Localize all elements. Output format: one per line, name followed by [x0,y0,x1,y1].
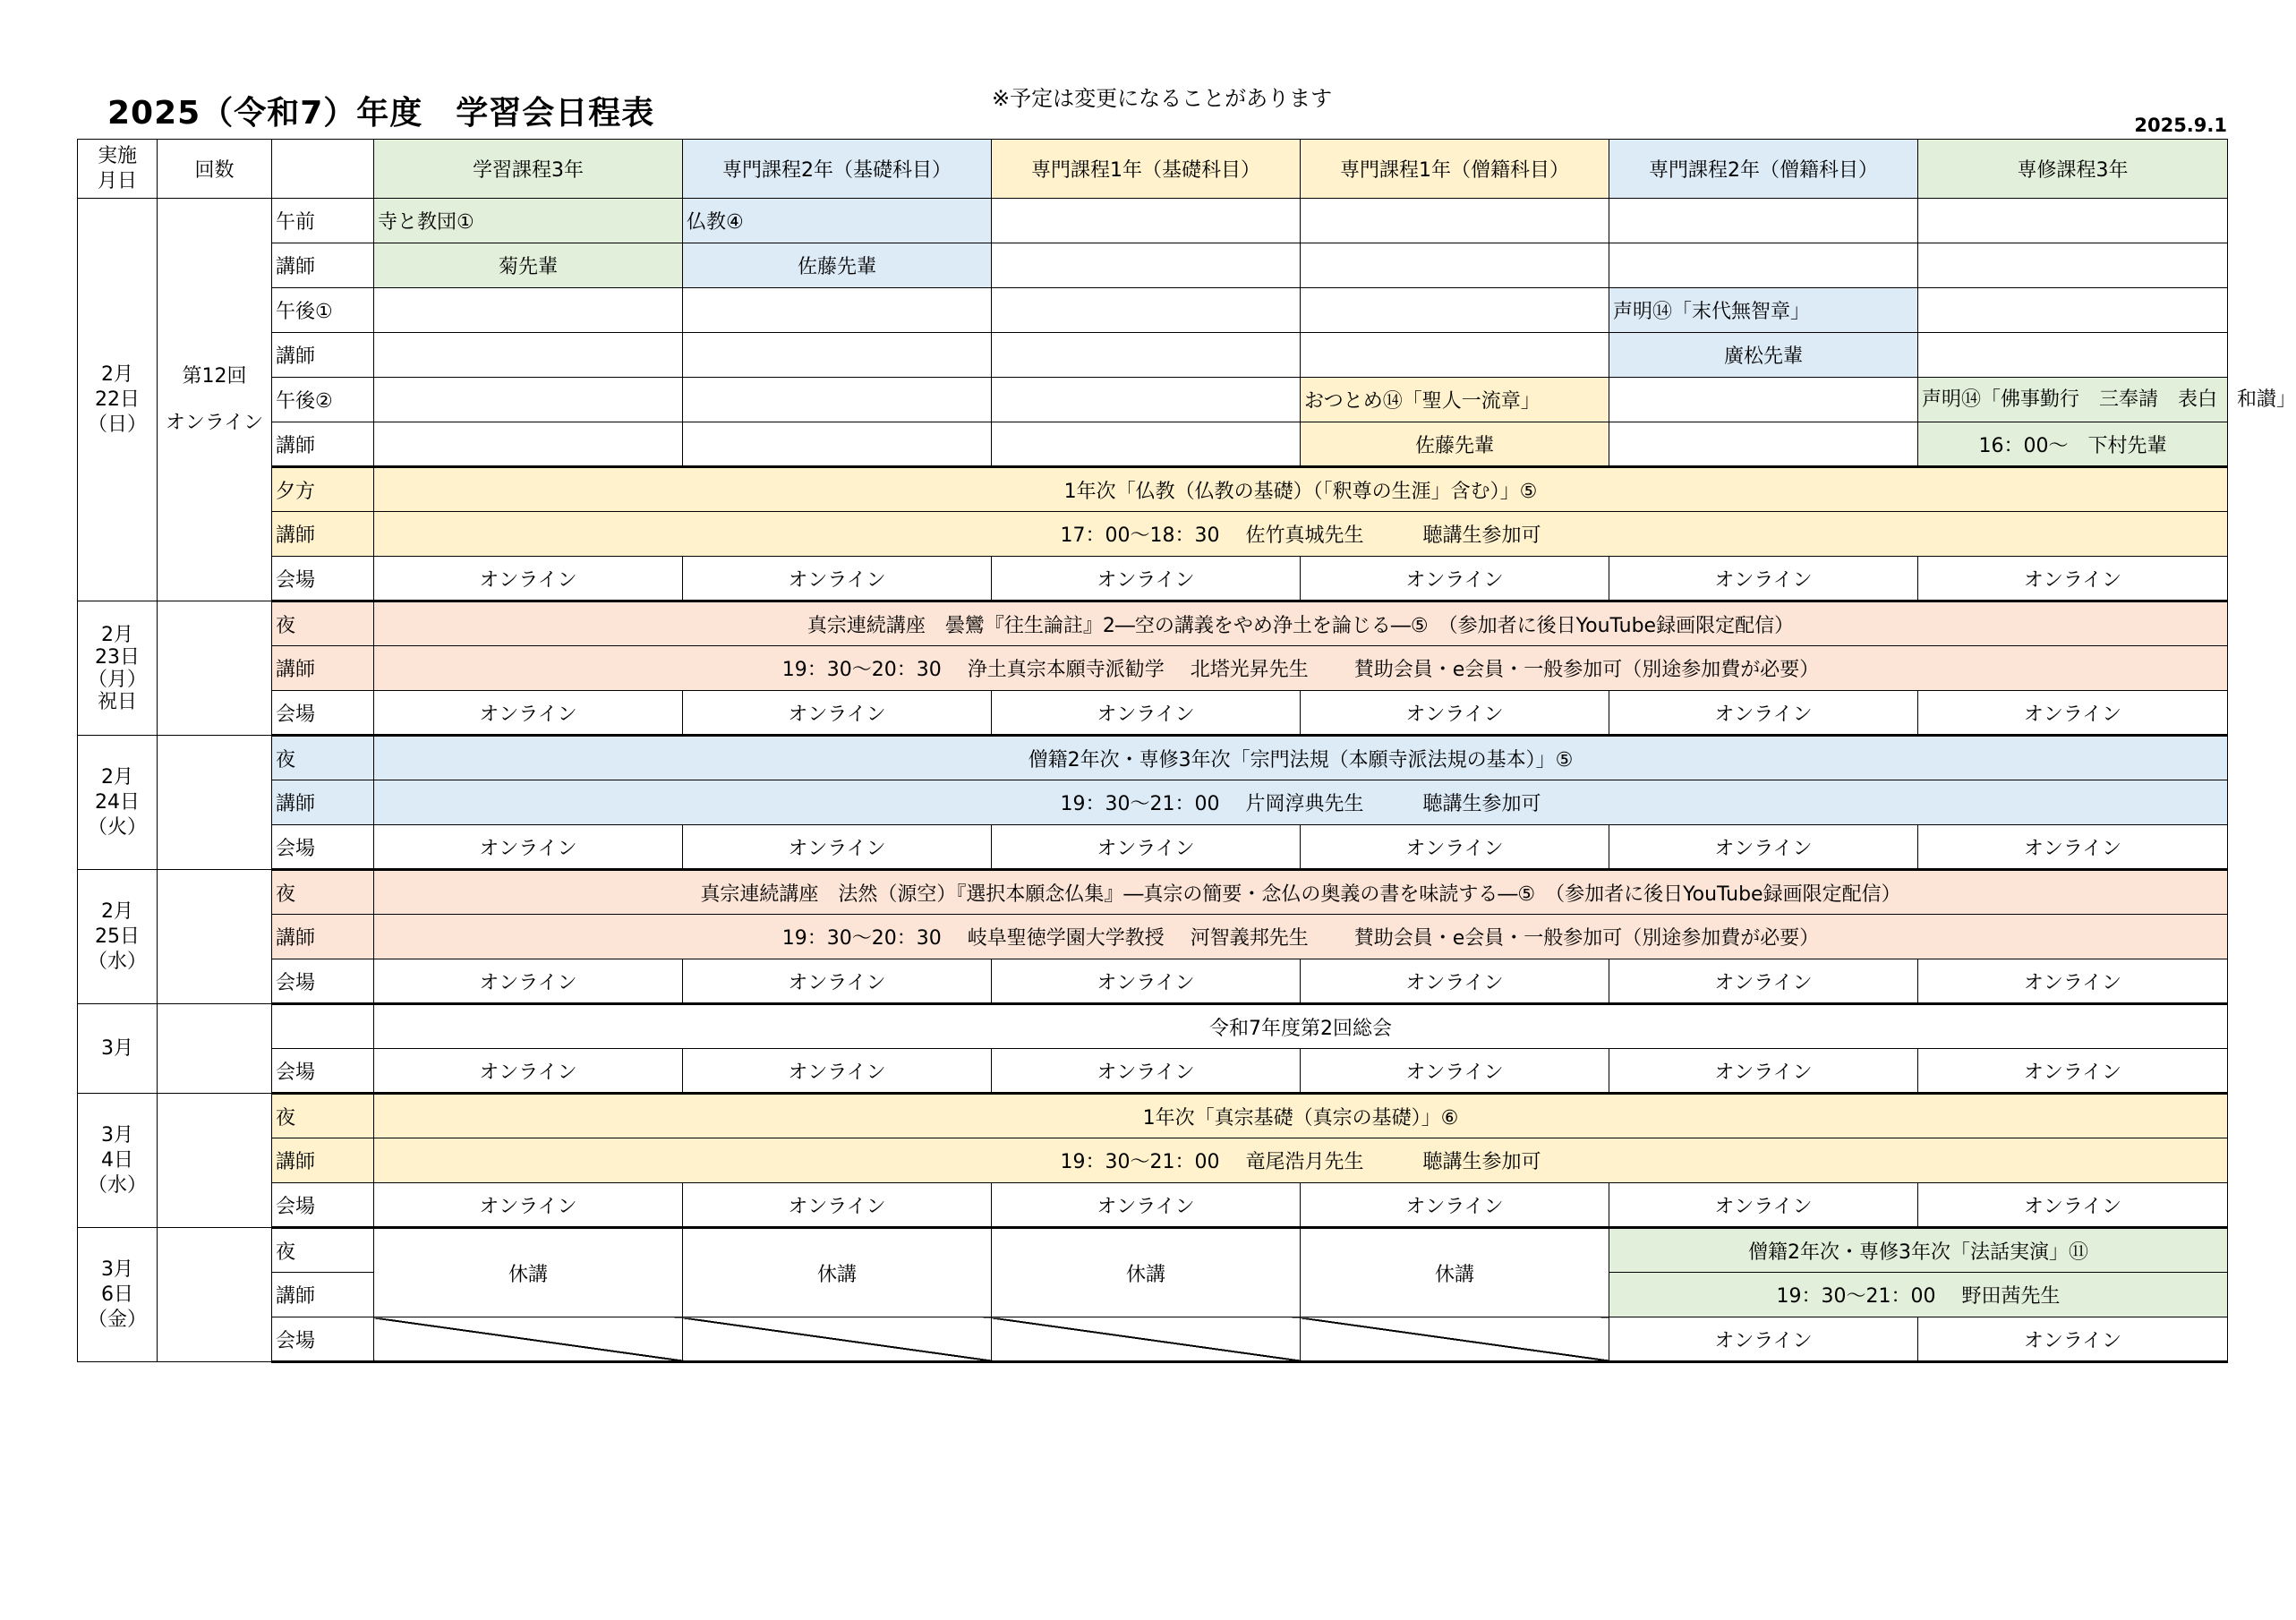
venue-cell: オンライン [683,1049,992,1094]
slot-label-am: 午前 [272,199,374,243]
day1-evening-subject: 1年次「仏教（仏教の基礎）（「釈尊の生涯」含む）」⑤ [374,467,2228,512]
header-course-1: 学習課程3年 [374,140,683,199]
table-row [78,646,2228,691]
day1-session [158,199,272,601]
table-row [78,915,2228,959]
table-row [78,1004,2228,1049]
day1-am-lecturer2: 佐藤先輩 [683,243,992,288]
venue-cell: オンライン [992,1183,1301,1228]
venue-cell: オンライン [374,1183,683,1228]
slot-label-lecturer: 講師 [272,512,374,557]
day1-am-course2: 仏教④ [683,199,992,243]
slot-label-venue: 会場 [272,1317,374,1362]
empty-cell [374,288,683,333]
venue-cell: オンライン [992,1049,1301,1094]
table-row [78,1183,2228,1228]
venue-cell: オンライン [1301,557,1609,601]
slot-label-pm1: 午後① [272,288,374,333]
table-row [78,333,2228,378]
empty-cell [992,422,1301,467]
venue-cell: オンライン [1301,1049,1609,1094]
empty-cell [1609,243,1918,288]
venue-cell: オンライン [1918,825,2228,870]
venue-cell: オンライン [1609,825,1918,870]
day7-lecturer: 19：30～21：00 野田茜先生 [1609,1273,2228,1317]
table-row [78,467,2228,512]
empty-cell [374,378,683,422]
day7-date: 3月 6日 （金） [78,1228,158,1362]
venue-cell: オンライン [1609,1049,1918,1094]
day4-subject: 真宗連続講座 法然（源空）『選択本願念仏集』―真宗の簡要・念仏の奥義の書を味読する―⑤ （参加者に後日YouTube録画限定配信） [374,870,2228,915]
slot-label-venue: 会場 [272,557,374,601]
day1-pm2-course6: 声明⑭「佛事勤行 三奉請 表白 和讃」 [1918,378,2228,422]
venue-cell: オンライン [1918,959,2228,1004]
empty-cell [992,243,1301,288]
day1-pm2-lecturer6: 16：00～ 下村先輩 [1918,422,2228,467]
day1-am-course1: 寺と教団① [374,199,683,243]
empty-cell [992,333,1301,378]
day3-date: 2月 24日 （火） [78,736,158,870]
table-row [78,557,2228,601]
slot-label-venue: 会場 [272,1183,374,1228]
schedule-table [77,139,2296,1363]
schedule-change-note: ※予定は変更になることがあります [992,86,1333,111]
table-row [78,601,2228,646]
day1-pm2-course4: おつとめ⑭「聖人一流章」 [1301,378,1609,422]
day1-evening-lecturer: 17：00～18：30 佐竹真城先生 聴講生参加可 [374,512,2228,557]
empty-cell [1609,378,1918,422]
day7-subject: 僧籍2年次・専修3年次「法話実演」⑪ [1609,1228,2228,1273]
slot-label-lecturer: 講師 [272,780,374,825]
venue-cell: オンライン [1918,1183,2228,1228]
day6-subject: 1年次「真宗基礎（真宗の基礎）」⑥ [374,1094,2228,1138]
day2-session [158,601,272,736]
day7-session [158,1228,272,1362]
venue-cell: オンライン [992,959,1301,1004]
slot-label-night: 夜 [272,736,374,780]
empty-cell [1301,243,1609,288]
table-row [78,422,2228,467]
day1-session-format: オンライン [165,411,264,434]
empty-cell [683,333,992,378]
empty-cell [374,333,683,378]
empty-cell [683,422,992,467]
table-row [78,243,2228,288]
venue-cell: オンライン [1609,1317,1918,1362]
diagonal-slash-cell [992,1317,1301,1362]
table-row [78,1317,2228,1362]
day2-lecturer: 19：30～20：30 浄土真宗本願寺派勧学 北塔光昇先生 賛助会員・e会員・一般参加可（別途参加費が必要） [374,646,2228,691]
day1-pm1-course5: 声明⑭「末代無智章」 [1609,288,1918,333]
table-row [78,959,2228,1004]
venue-cell: オンライン [1918,557,2228,601]
empty-cell [1918,243,2228,288]
day6-date: 3月 4日 （水） [78,1094,158,1228]
slot-label-lecturer: 講師 [272,1273,374,1317]
table-row [78,736,2228,780]
day7-closed-course2: 休講 [683,1228,992,1317]
day5-date: 3月 [78,1004,158,1094]
empty-cell [1609,199,1918,243]
day3-session [158,736,272,870]
slot-label-lecturer: 講師 [272,333,374,378]
venue-cell: オンライン [1301,825,1609,870]
day5-subject: 令和7年度第2回総会 [374,1004,2228,1049]
venue-cell: オンライン [1609,691,1918,736]
table-row [78,378,2228,422]
empty-cell [1301,333,1609,378]
header-course-6: 専修課程3年 [1918,140,2228,199]
empty-cell [683,378,992,422]
slot-label-night: 夜 [272,601,374,646]
venue-cell: オンライン [1918,1049,2228,1094]
venue-cell: オンライン [374,557,683,601]
header-blank [272,140,374,199]
day1-pm1-lecturer5: 廣松先輩 [1609,333,1918,378]
empty-cell [992,199,1301,243]
day5-session [158,1004,272,1094]
table-row [78,199,2228,243]
day6-session [158,1094,272,1228]
venue-cell: オンライン [1609,959,1918,1004]
table-row [78,288,2228,333]
table-row [78,512,2228,557]
venue-cell: オンライン [683,959,992,1004]
empty-cell [1918,333,2228,378]
day4-lecturer: 19：30～20：30 岐阜聖徳学園大学教授 河智義邦先生 賛助会員・e会員・一般参加可（別途参加費が必要） [374,915,2228,959]
header-course-3: 専門課程1年（基礎科目） [992,140,1301,199]
table-row [78,825,2228,870]
header-row [78,140,2228,199]
day1-am-lecturer1: 菊先輩 [374,243,683,288]
diagonal-slash-cell [683,1317,992,1362]
slot-label-venue: 会場 [272,691,374,736]
day3-lecturer: 19：30～21：00 片岡淳典先生 聴講生参加可 [374,780,2228,825]
venue-cell: オンライン [992,825,1301,870]
table-row [78,691,2228,736]
day4-date: 2月 25日 （水） [78,870,158,1004]
venue-cell: オンライン [992,691,1301,736]
empty-cell [992,288,1301,333]
day7-closed-course1: 休講 [374,1228,683,1317]
venue-cell: オンライン [1918,1317,2228,1362]
day1-date: 2月 22日 （日） [78,199,158,601]
table-row [78,1049,2228,1094]
venue-cell: オンライン [1918,691,2228,736]
diagonal-slash-cell [1301,1317,1609,1362]
empty-cell [272,1004,374,1049]
day7-closed-course3: 休講 [992,1228,1301,1317]
venue-cell: オンライン [683,1183,992,1228]
slot-label-venue: 会場 [272,825,374,870]
slot-label-lecturer: 講師 [272,422,374,467]
day4-session [158,870,272,1004]
slot-label-lecturer: 講師 [272,646,374,691]
day1-pm2-lecturer4: 佐藤先輩 [1301,422,1609,467]
venue-cell: オンライン [683,691,992,736]
venue-cell: オンライン [374,1049,683,1094]
empty-cell [1918,288,2228,333]
header-course-5: 専門課程2年（僧籍科目） [1609,140,1918,199]
revision-date: 2025.9.1 [2134,115,2227,136]
slot-label-night: 夜 [272,1094,374,1138]
empty-cell [1609,422,1918,467]
table-row [78,1094,2228,1138]
venue-cell: オンライン [1609,557,1918,601]
venue-cell: オンライン [1301,959,1609,1004]
empty-cell [1301,288,1609,333]
day7-closed-course4: 休講 [1301,1228,1609,1317]
header-course-4: 専門課程1年（僧籍科目） [1301,140,1609,199]
slot-label-evening: 夕方 [272,467,374,512]
empty-cell [1301,199,1609,243]
venue-cell: オンライン [374,691,683,736]
page-title: 2025（令和7）年度 学習会日程表 [107,95,655,132]
day3-subject: 僧籍2年次・専修3年次「宗門法規（本願寺派法規の基本）」⑤ [374,736,2228,780]
table-row [78,780,2228,825]
slot-label-lecturer: 講師 [272,915,374,959]
venue-cell: オンライン [374,825,683,870]
slot-label-night: 夜 [272,870,374,915]
slot-label-venue: 会場 [272,1049,374,1094]
venue-cell: オンライン [374,959,683,1004]
venue-cell: オンライン [683,557,992,601]
empty-cell [374,422,683,467]
slot-label-night: 夜 [272,1228,374,1273]
day6-lecturer: 19：30～21：00 竜尾浩月先生 聴講生参加可 [374,1138,2228,1183]
venue-cell: オンライン [992,557,1301,601]
slot-label-lecturer: 講師 [272,243,374,288]
venue-cell: オンライン [683,825,992,870]
day2-date: 2月 23日 （月） 祝日 [78,601,158,736]
header-course-2: 専門課程2年（基礎科目） [683,140,992,199]
slot-label-venue: 会場 [272,959,374,1004]
table-row [78,1228,2228,1273]
header-date: 実施 月日 [78,140,158,199]
venue-cell: オンライン [1301,1183,1609,1228]
venue-cell: オンライン [1301,691,1609,736]
header-session: 回数 [158,140,272,199]
empty-cell [1918,199,2228,243]
slot-label-pm2: 午後② [272,378,374,422]
slot-label-lecturer: 講師 [272,1138,374,1183]
day2-subject: 真宗連続講座 曇鸞『往生論註』2―空の講義をやめ浄土を論じる―⑤ （参加者に後日YouTube録画限定配信） [374,601,2228,646]
empty-cell [992,378,1301,422]
diagonal-slash-cell [374,1317,683,1362]
table-row [78,1138,2228,1183]
empty-cell [683,288,992,333]
venue-cell: オンライン [1609,1183,1918,1228]
table-row [78,870,2228,915]
day1-session-number: 第12回 [182,364,247,388]
